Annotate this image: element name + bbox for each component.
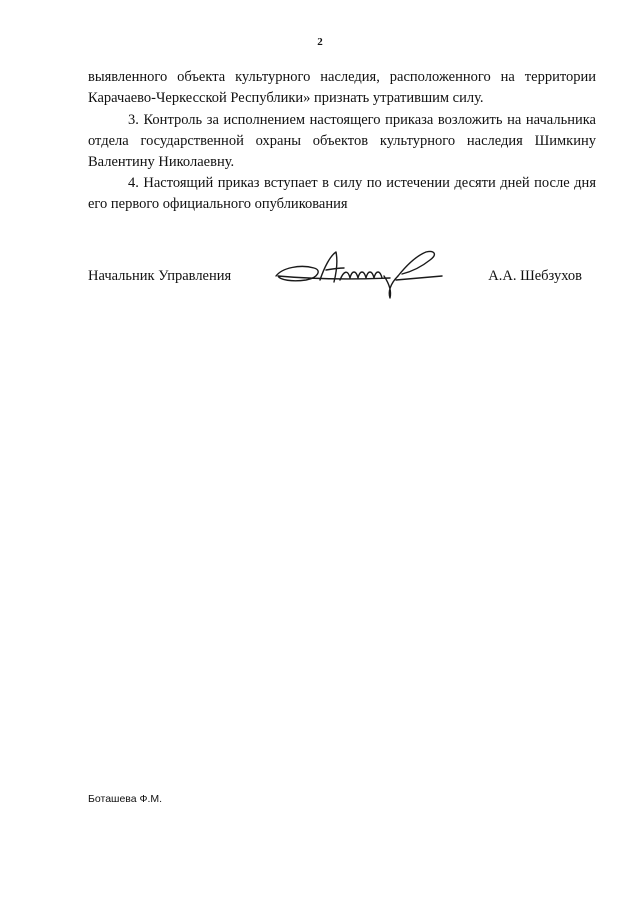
page-number: 2 xyxy=(317,36,323,48)
handwritten-signature-icon xyxy=(270,246,448,302)
signer-name: А.А. Шебзухов xyxy=(488,268,582,284)
signature-block xyxy=(88,258,596,302)
paragraph-continuation: выявленного объекта культурного наследия, расположенного на территории Карачаево-Черкесской Республики» признать утратившим силу. xyxy=(88,69,596,106)
paragraph-item-4: 4. Настоящий приказ вступает в силу по истечении десяти дней после дня его первого официального опубликования xyxy=(88,175,596,212)
executor-name: Боташева Ф.М. xyxy=(88,793,163,805)
signer-position-title: Начальник Управления xyxy=(88,268,232,284)
paragraph-item-3: 3. Контроль за исполнением настоящего приказа возложить на начальника отдела государственной охраны объектов культурного наследия Шимкину Валентину Николаевну. xyxy=(88,112,596,170)
